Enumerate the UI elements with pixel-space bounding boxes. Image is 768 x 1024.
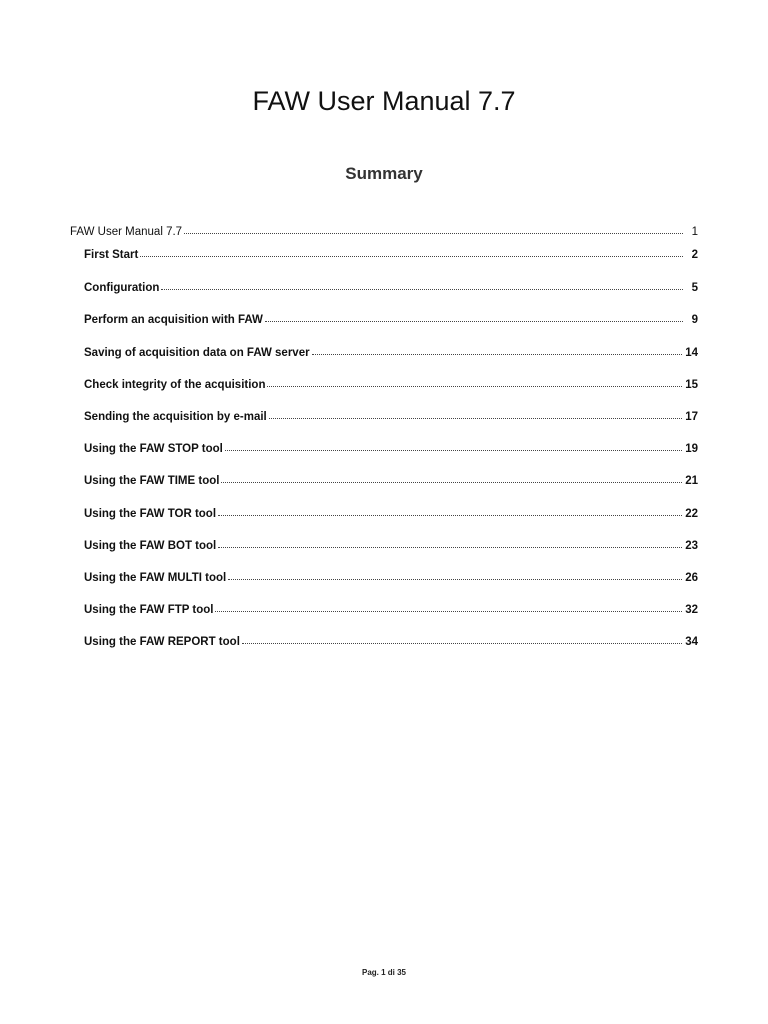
toc-dot-leader: [218, 514, 682, 516]
toc-entry[interactable]: [84, 473, 698, 489]
toc-dot-leader: [221, 481, 682, 483]
toc-entry[interactable]: [84, 441, 698, 457]
toc-dot-leader: [242, 642, 682, 644]
document-title: FAW User Manual 7.7: [252, 86, 516, 116]
toc-entry-page: 9: [691, 314, 698, 326]
toc-entry-text: Configuration: [84, 282, 160, 294]
toc-entry-text: First Start: [84, 249, 139, 261]
toc-entry-text: Check integrity of the acquisition: [84, 379, 266, 391]
toc-entry-page: 23: [685, 540, 698, 552]
toc-entry-text: Using the FAW STOP tool: [84, 443, 223, 455]
toc-entry-page: 32: [685, 604, 698, 616]
toc-entry-page: 22: [685, 508, 698, 520]
toc-entry-text: Using the FAW TOR tool: [84, 508, 217, 520]
toc-entry-text: Using the FAW TIME tool: [84, 475, 220, 487]
toc-dot-leader: [267, 385, 682, 387]
toc-dot-leader: [140, 255, 683, 257]
toc-dot-leader: [184, 232, 683, 234]
toc-entry-page: 34: [685, 636, 698, 648]
toc-entry-text: Using the FAW REPORT tool: [84, 636, 240, 648]
toc-entry-text: Using the FAW MULTI tool: [84, 572, 227, 584]
toc-entry[interactable]: [84, 506, 698, 522]
toc-entry-page: 2: [691, 249, 698, 261]
toc-entry-text: Saving of acquisition data on FAW server: [84, 347, 310, 359]
toc-entry[interactable]: [70, 224, 698, 240]
toc-entry[interactable]: [84, 312, 698, 328]
page-number-footer: Pag. 1 di 35: [361, 968, 407, 977]
toc-entry-text: Using the FAW BOT tool: [84, 540, 217, 552]
toc-entry[interactable]: [84, 247, 698, 263]
toc-entry-page: 26: [685, 572, 698, 584]
toc-entry[interactable]: [84, 345, 698, 361]
toc-dot-leader: [265, 320, 683, 322]
toc-dot-leader: [228, 578, 682, 580]
toc-entry-page: 5: [691, 282, 698, 294]
toc-entry-page: 19: [685, 443, 698, 455]
toc-entry-text: Perform an acquisition with FAW: [84, 314, 263, 326]
toc-entry[interactable]: [84, 602, 698, 618]
toc-dot-leader: [218, 546, 682, 548]
toc-entry-page: 17: [685, 411, 698, 423]
toc-entry-text: Using the FAW FTP tool: [84, 604, 214, 616]
toc-dot-leader: [312, 353, 683, 355]
toc-entry[interactable]: [84, 570, 698, 586]
toc-entry-text: Sending the acquisition by e-mail: [84, 411, 267, 423]
toc-entry-page: 15: [685, 379, 698, 391]
toc-entry-page: 14: [685, 347, 698, 359]
toc-entry-page: 21: [685, 475, 698, 487]
toc-entry[interactable]: [84, 377, 698, 393]
toc-entry-text: FAW User Manual 7.7: [70, 226, 183, 238]
toc-dot-leader: [215, 610, 682, 612]
toc-dot-leader: [269, 417, 682, 419]
toc-entry[interactable]: [84, 409, 698, 425]
toc-entry[interactable]: [84, 634, 698, 650]
toc-entry[interactable]: [84, 280, 698, 296]
summary-heading: Summary: [345, 164, 423, 183]
toc-dot-leader: [225, 449, 682, 451]
toc-dot-leader: [161, 288, 683, 290]
toc-entry-page: 1: [691, 226, 698, 238]
toc-entry[interactable]: [84, 538, 698, 554]
